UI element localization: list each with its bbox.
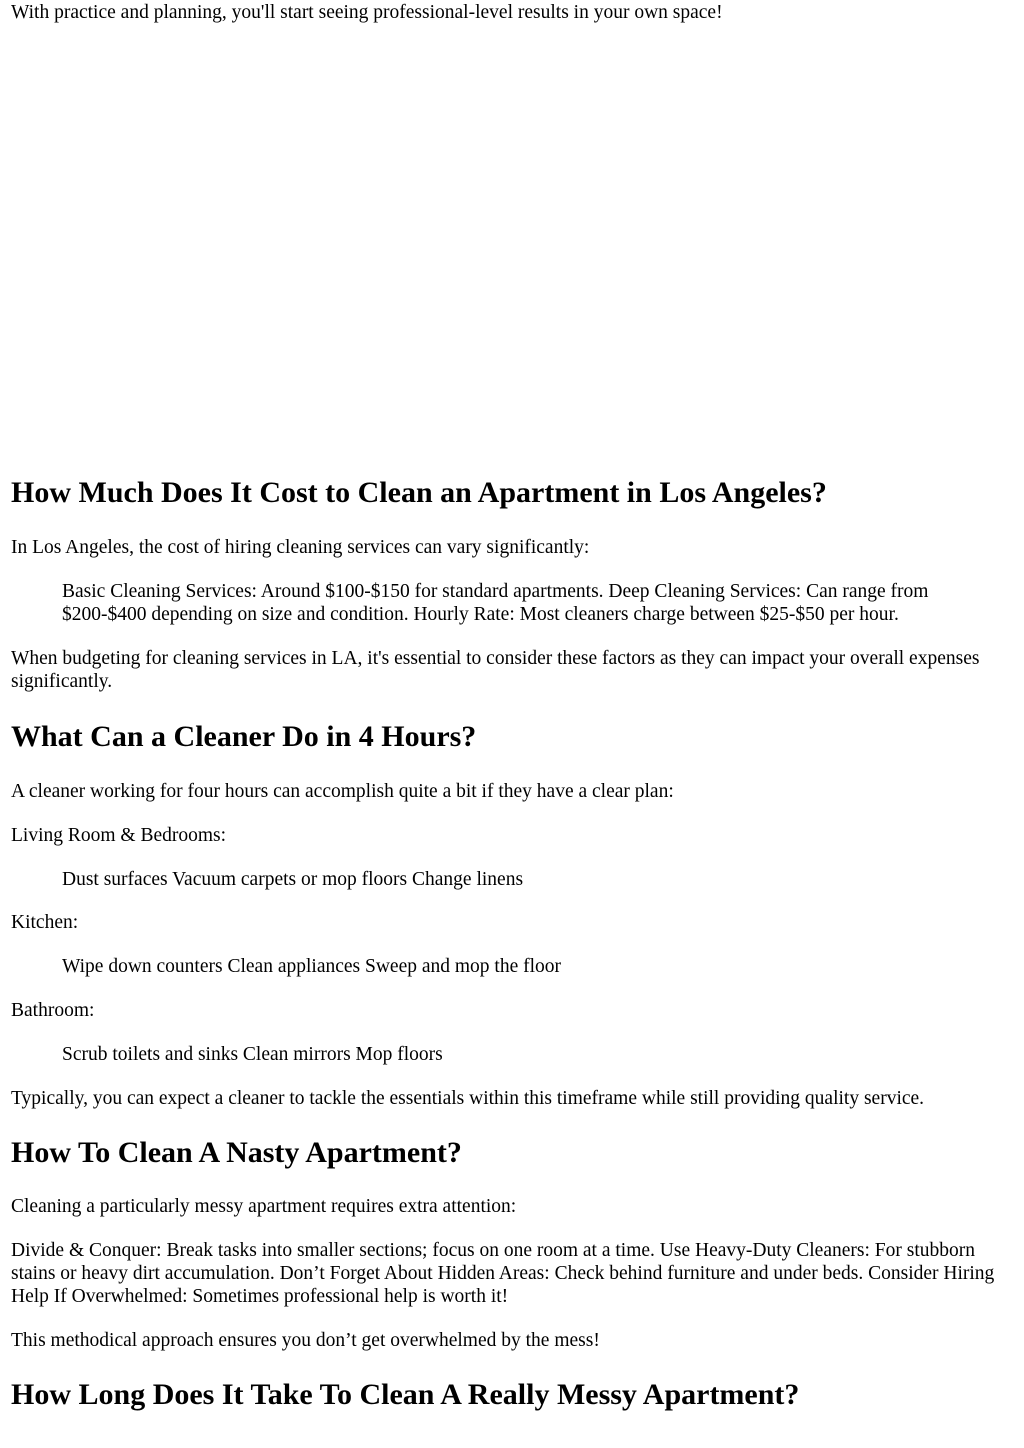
cost-heading: How Much Does It Cost to Clean an Apartment in Los Angeles? [11,476,827,509]
cost-list-block: Basic Cleaning Services: Around $100-$150 for standard apartments. Deep Cleaning Services: Can range from $200-$400 depending on size and condition. Hourly Rate: Most cleaners charge between $25-$50 per hour. [62,581,929,625]
cost-closing-paragraph: When budgeting for cleaning services in LA, it's essential to consider these factors as they can impact your overall expenses significantly. [11,648,980,692]
four-hours-closing-paragraph: Typically, you can expect a cleaner to tackle the essentials within this timeframe while still providing quality service. [11,1088,925,1109]
blank-image-area [0,40,1024,460]
bathroom-label: Bathroom: [11,1000,95,1021]
nasty-intro-paragraph: Cleaning a particularly messy apartment requires extra attention: [11,1196,517,1217]
four-hours-heading: What Can a Cleaner Do in 4 Hours? [11,720,477,753]
kitchen-label: Kitchen: [11,912,79,933]
kitchen-list: Wipe down counters Clean appliances Sweep and mop the floor [62,956,562,977]
living-room-label: Living Room & Bedrooms: [11,825,227,846]
cost-intro-paragraph: In Los Angeles, the cost of hiring cleaning services can vary significantly: [11,537,590,558]
intro-closing-paragraph: With practice and planning, you'll start seeing professional-level results in your own space! [11,2,723,23]
nasty-heading: How To Clean A Nasty Apartment? [11,1136,462,1169]
nasty-closing-paragraph: This methodical approach ensures you don’t get overwhelmed by the mess! [11,1330,600,1351]
bathroom-list: Scrub toilets and sinks Clean mirrors Mop floors [62,1044,443,1065]
living-room-list: Dust surfaces Vacuum carpets or mop floors Change linens [62,869,524,890]
nasty-list-block: Divide & Conquer: Break tasks into smaller sections; focus on one room at a time. Use Heavy-Duty Cleaners: For stubborn stains or heavy dirt accumulation. Don’t Forget About Hidden Areas: Check behind furniture and under beds. Consider Hiring Help If Overwhelmed: Sometimes professional help is worth it! [11,1240,995,1307]
four-hours-intro-paragraph: A cleaner working for four hours can accomplish quite a bit if they have a clear plan: [11,781,674,802]
messy-heading: How Long Does It Take To Clean A Really Messy Apartment? [11,1378,800,1411]
